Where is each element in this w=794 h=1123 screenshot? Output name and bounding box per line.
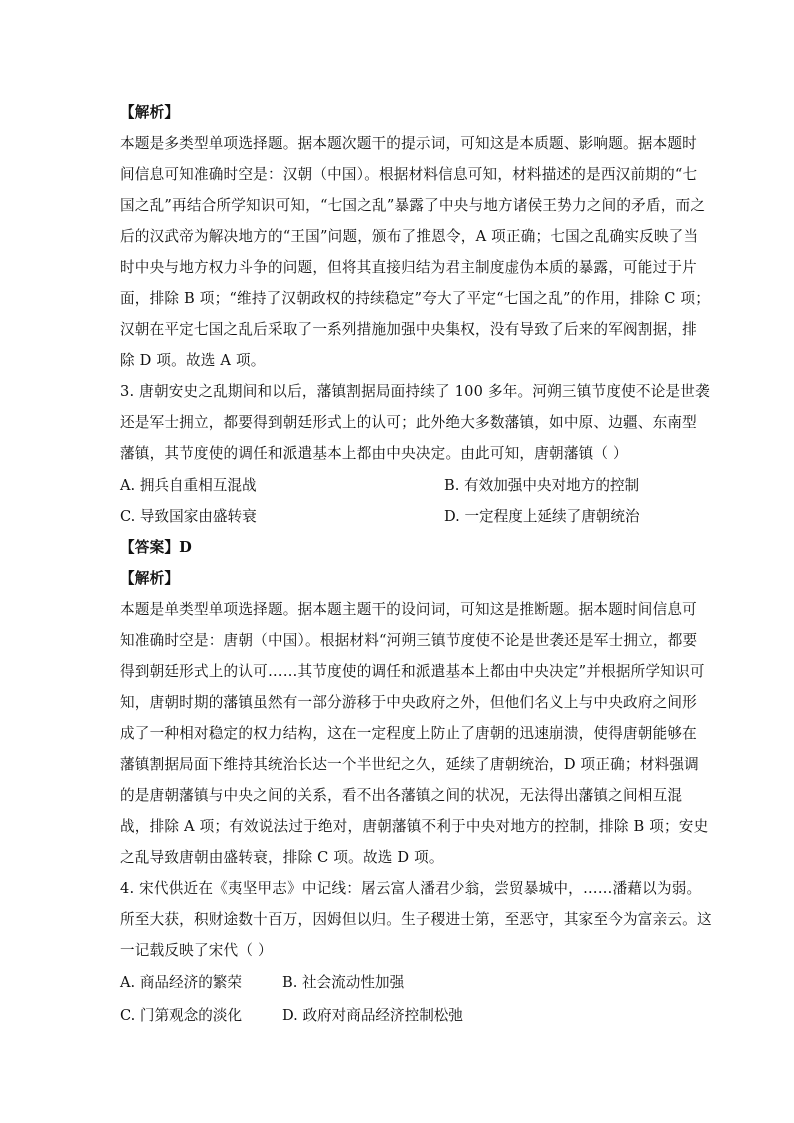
q3-analysis-line: 知，唐朝时期的藩镇虽然有一部分游移于中央政府之外，但他们名义上与中央政府之间形 [120,694,697,711]
q4-option-c[interactable]: C. 门第观念的淡化 [120,1007,243,1024]
q3-option-a[interactable]: A. 拥兵自重相互混战 [120,477,257,494]
q3-analysis-line: 得到朝廷形式上的认可……其节度使的调任和派遣基本上都由中央决定”并根据所学知识可 [120,663,705,680]
q2-analysis-line: 除 D 项。故选 A 项。 [120,352,266,369]
q3-analysis-text [120,594,709,873]
q2-analysis-line: 汉朝在平定七国之乱后采取了一系列措施加强中央集权，没有导致了后来的军阀割据，排 [120,321,697,338]
q3-analysis-line: 战，排除 A 项；有效说法过于绝对，唐朝藩镇不利于中央对地方的控制，排除 B 项；安史 [120,818,709,835]
q3-analysis-line: 藩镇割据局面下维持其统治长达一个半世纪之久，延续了唐朝统治，D 项正确；材料强调 [120,756,699,773]
q4-option-b[interactable]: B. 社会流动性加强 [282,974,405,991]
q4-option-d[interactable]: D. 政府对商品经济控制松弛 [282,1007,463,1024]
q4-stem-line: 4. 宋代供近在《夷坚甲志》中记线：屠云富人潘君少翁，尝贸暴城中，……潘藉以为弱。 [120,880,702,897]
q3-analysis-line: 成了一种相对稳定的权力结构，这在一定程度上防止了唐朝的迅速崩溃，使得唐朝能够在 [120,725,697,742]
q3-option-c[interactable]: C. 导致国家由盛转衰 [120,508,257,525]
q3-answer: 【答案】D [120,539,193,556]
q3-analysis-line: 知准确时空是：唐朝（中国）。根据材料“河朔三镇节度使不论是世袭还是军士拥立，都要 [120,632,698,649]
q3-analysis-line: 之乱导致唐朝由盛转衰，排除 C 项。故选 D 项。 [120,849,444,866]
q3-stem-line: 藩镇，其节度使的调任和派遣基本上都由中央决定。由此可知，唐朝藩镇（ ） [120,445,628,462]
q4-stem [120,873,712,966]
q4-option-a[interactable]: A. 商品经济的繁荣 [120,974,242,991]
q4-stem-line: 所至大获，积财途数十百万，因姆但以归。生子稷进士第，至恶守，其家至今为富亲云。这 [120,911,712,928]
q2-analysis-line: 时中央与地方权力斗争的问题，但将其直接归结为君主制度虚伪本质的暴露，可能过于片 [120,259,697,276]
q2-analysis-line: 间信息可知准确时空是：汉朝（中国）。根据材料信息可知，材料描述的是西汉前期的“七 [120,166,698,183]
q3-option-d[interactable]: D. 一定程度上延续了唐朝统治 [444,508,640,525]
q3-analysis-line: 的是唐朝藩镇与中央之间的关系，看不出各藩镇之间的状况，无法得出藩镇之间相互混 [120,787,683,804]
q2-analysis-line: 后的汉武帝为解决地方的“王国”问题，颁布了推恩令，A 项正确；七国之乱确实反映了当 [120,228,699,245]
q2-analysis-line: 面，排除 B 项；“维持了汉朝政权的持续稳定”夸大了平定“七国之乱”的作用，排除 C 项； [120,290,711,307]
q2-analysis-heading: 【解析】 [120,104,180,121]
q2-analysis-line: 本题是多类型单项选择题。据本题次题干的提示词，可知这是本质题、影响题。据本题时 [120,135,697,152]
q2-analysis-text [120,128,711,376]
q3-analysis-line: 本题是单类型单项选择题。据本题主题干的设问词，可知这是推断题。据本题时间信息可 [120,601,697,618]
q3-stem [120,376,710,469]
q3-stem-line: 3. 唐朝安史之乱期间和以后，藩镇割据局面持续了 100 多年。河朔三镇节度使不论是世袭 [120,383,710,400]
q3-option-b[interactable]: B. 有效加强中央对地方的控制 [444,477,640,494]
q4-stem-line: 一记载反映了宋代（ ） [120,942,273,959]
q2-analysis-line: 国之乱”再结合所学知识可知，“七国之乱”暴露了中央与地方诸侯王势力之间的矛盾，而之 [120,197,706,214]
q3-stem-line: 还是军士拥立，都要得到朝廷形式上的认可；此外绝大多数藩镇，如中原、边疆、东南型 [120,414,697,431]
q3-analysis-heading: 【解析】 [120,570,180,587]
